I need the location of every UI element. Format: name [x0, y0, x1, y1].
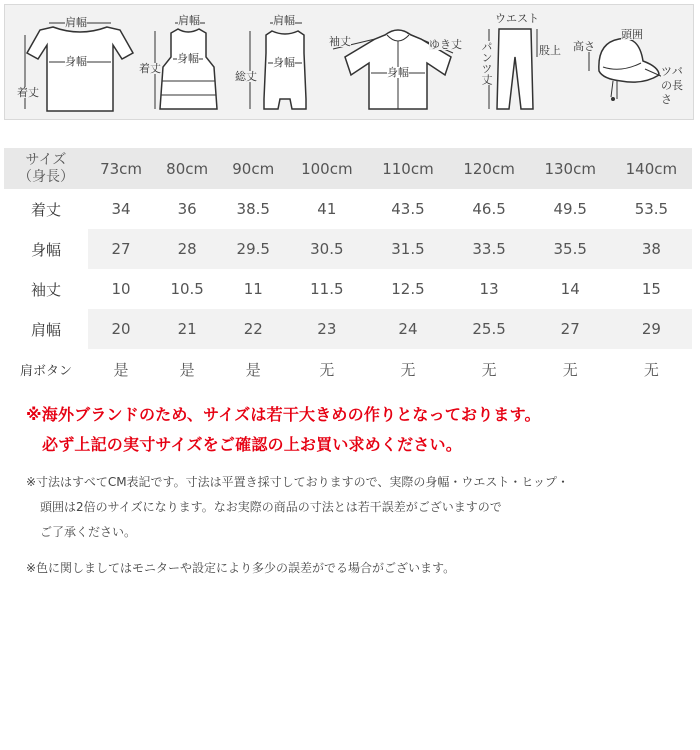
- table-cell: 34: [111, 200, 131, 218]
- table-cell: 11.5: [310, 280, 344, 298]
- tshirt-chest-label: 身幅: [65, 55, 87, 68]
- dress-shoulder-label: 肩幅: [178, 14, 200, 27]
- jacket-sleeve-label: 袖丈: [329, 35, 351, 48]
- table-cell: 无: [481, 360, 497, 379]
- pants-waist-label: ウエスト: [495, 12, 539, 25]
- table-cell: 28: [154, 229, 220, 269]
- size-table: [4, 148, 692, 389]
- table-cell: 是: [179, 360, 195, 379]
- jacket-yuki-label: ゆき丈: [429, 38, 462, 51]
- size-column-header: 140cm: [611, 148, 692, 189]
- table-cell: 31.5: [367, 229, 448, 269]
- jacket-diagram: [323, 5, 473, 121]
- table-cell: 14: [560, 280, 580, 298]
- table-row: [4, 309, 692, 349]
- romper-diagram: [230, 5, 315, 121]
- size-header-cell: [4, 148, 88, 189]
- table-cell: 24: [367, 309, 448, 349]
- row-label-shoulder: 肩幅: [30, 320, 61, 339]
- pants-rise-label: 股上: [539, 44, 561, 57]
- table-cell: 21: [154, 309, 220, 349]
- size-column-header: 90cm: [220, 148, 286, 189]
- table-cell: 38: [611, 229, 692, 269]
- size-column-header: 80cm: [154, 148, 220, 189]
- table-cell: 25.5: [449, 309, 530, 349]
- table-cell: 11: [243, 280, 263, 298]
- dress-diagram: [135, 5, 225, 121]
- pants-inseam-label: パンツ丈: [480, 41, 493, 85]
- table-cell: 无: [643, 360, 659, 379]
- hat-height-label: 高さ: [573, 40, 595, 53]
- table-cell: 43.5: [391, 200, 425, 218]
- table-row: [4, 269, 692, 309]
- size-column-header: 100cm: [286, 148, 367, 189]
- size-column-header: 120cm: [449, 148, 530, 189]
- table-cell: 22: [220, 309, 286, 349]
- romper-shoulder-label: 肩幅: [273, 14, 295, 27]
- row-label-length: 着丈: [30, 200, 61, 219]
- hat-diagram: [573, 5, 693, 121]
- table-cell: 10: [111, 280, 131, 298]
- note-1-line-1: ※寸法はすべてCM表記です。寸法は平置き採寸しておりますので、実際の身幅・ウエスト・ヒップ・: [26, 475, 569, 489]
- row-label-chest: 身幅: [30, 240, 61, 259]
- size-header-label: サイズ: [25, 151, 67, 168]
- table-row: [4, 349, 692, 389]
- row-label-sleeve: 袖丈: [30, 280, 61, 299]
- table-cell: 41: [317, 200, 337, 218]
- table-cell: 无: [319, 360, 335, 379]
- table-cell: 无: [562, 360, 578, 379]
- hat-brim-label: ツバの長さ: [661, 65, 683, 106]
- table-cell: 53.5: [634, 200, 669, 218]
- jacket-icon: [323, 5, 473, 121]
- table-cell: 36: [177, 200, 197, 218]
- warning-line-2: 必ず上記の実寸サイズをご確認の上お買い求めください。: [42, 435, 462, 454]
- pants-diagram: [475, 5, 575, 121]
- hat-circumference-label: 頭囲: [621, 28, 643, 41]
- table-cell: 27: [88, 229, 154, 269]
- table-cell: 10.5: [170, 280, 204, 298]
- size-column-header: 73cm: [88, 148, 154, 189]
- dress-length-label: 着丈: [139, 62, 161, 75]
- size-column-header: 110cm: [367, 148, 448, 189]
- romper-chest-label: 身幅: [273, 56, 295, 69]
- table-cell: 12.5: [391, 280, 425, 298]
- table-cell: 13: [479, 280, 499, 298]
- table-cell: 27: [530, 309, 611, 349]
- row-label-shoulder-button: 肩ボタン: [19, 363, 72, 379]
- table-cell: 20: [88, 309, 154, 349]
- table-cell: 是: [113, 360, 129, 379]
- table-cell: 29: [611, 309, 692, 349]
- table-cell: 35.5: [530, 229, 611, 269]
- note-1-line-2: 頭囲は2倍のサイズになります。なお実際の商品の寸法とは若干誤差がございますので: [40, 500, 502, 514]
- height-header-label: （身長）: [18, 168, 74, 185]
- table-row: [4, 229, 692, 269]
- table-cell: 38.5: [236, 200, 270, 218]
- table-cell: 23: [286, 309, 367, 349]
- tshirt-diagram: [5, 5, 135, 121]
- table-cell: 46.5: [472, 200, 506, 218]
- table-header-row: [4, 148, 692, 189]
- measurement-guide: [4, 4, 694, 120]
- dress-chest-label: 身幅: [177, 52, 199, 65]
- jacket-chest-label: 身幅: [387, 66, 409, 79]
- table-cell: 是: [245, 360, 261, 379]
- tshirt-shoulder-label: 肩幅: [65, 16, 87, 29]
- table-cell: 33.5: [449, 229, 530, 269]
- note-1-line-3: ご了承ください。: [40, 525, 137, 539]
- table-cell: 49.5: [553, 200, 587, 218]
- romper-total-length-label: 総丈: [235, 70, 257, 83]
- note-2: ※色に関しましてはモニターや設定により多少の誤差がでる場合がございます。: [26, 561, 456, 575]
- size-column-header: 130cm: [530, 148, 611, 189]
- warning-line-1: ※海外ブランドのため、サイズは若干大きめの作りとなっております。: [26, 405, 541, 424]
- table-cell: 30.5: [286, 229, 367, 269]
- table-cell: 无: [400, 360, 416, 379]
- table-cell: 15: [641, 280, 661, 298]
- table-row: [4, 189, 692, 229]
- table-cell: 29.5: [220, 229, 286, 269]
- tshirt-length-label: 着丈: [17, 86, 39, 99]
